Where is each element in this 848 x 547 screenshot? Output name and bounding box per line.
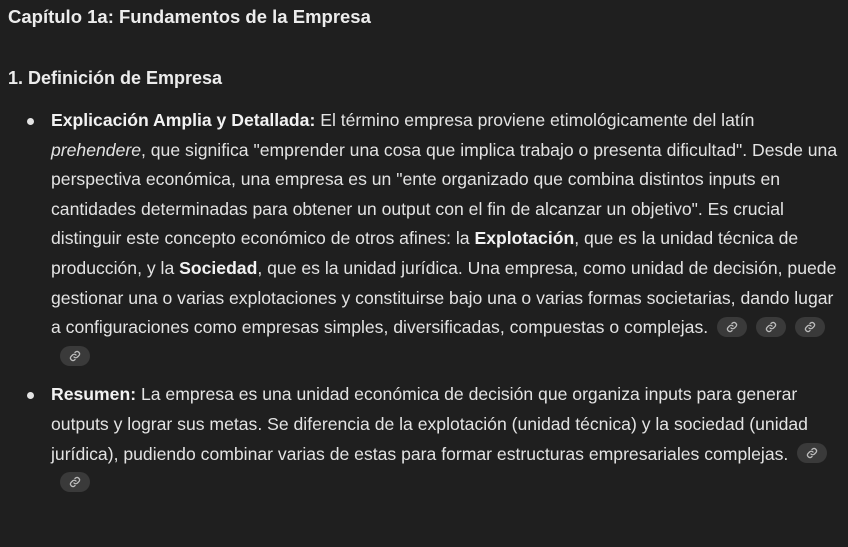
link-icon	[726, 321, 738, 333]
bullet-icon	[27, 118, 34, 125]
definition-list	[0, 106, 848, 499]
item-label: Resumen:	[51, 384, 137, 405]
list-item-resumen	[0, 380, 848, 498]
item-text: , que es la unidad jurídica. Una empresa, como unidad de decisión, puede gestionar una o varias explotaciones y constituirse bajo una o varias formas societarias, dando lugar a configuraciones como empresas simples, diversificadas, compuestas o complejas.	[51, 257, 837, 338]
link-icon	[806, 447, 818, 459]
source-link-button[interactable]	[795, 317, 825, 337]
source-link-button[interactable]	[756, 317, 786, 337]
link-icon	[69, 476, 81, 488]
bullet-icon	[27, 392, 34, 399]
source-link-button[interactable]	[60, 472, 90, 492]
term-sociedad: Sociedad	[179, 257, 258, 278]
item-label: Explicación Amplia y Detallada:	[51, 110, 316, 130]
item-text: , que es la unidad técnica de producción, y la	[51, 228, 799, 278]
link-icon	[765, 321, 777, 333]
source-link-button[interactable]	[717, 317, 747, 337]
item-text: La empresa es una unidad económica de decisión que organiza inputs para generar outputs y lograr sus metas. Se diferencia de la explotación (unidad técnica) y la sociedad (unidad jurídica), pudiendo combinar varias de estas para formar estructuras empresariales complejas.	[51, 384, 808, 464]
list-item-explicacion	[0, 106, 848, 372]
chapter-title: Capítulo 1a: Fundamentos de la Empresa	[8, 6, 371, 27]
section-title: 1. Definición de Empresa	[8, 68, 223, 88]
link-icon	[804, 321, 816, 333]
item-text: El término empresa proviene etimológicamente del latín	[315, 110, 755, 130]
source-link-button[interactable]	[797, 443, 827, 463]
source-link-button[interactable]	[60, 346, 90, 366]
term-explotacion: Explotación	[474, 228, 575, 249]
item-italic-term: prehendere	[51, 139, 141, 160]
link-icon	[69, 350, 81, 362]
item-text: , que significa "emprender una cosa que implica trabajo o presenta dificultad". Desde una perspectiva económica, una empresa es un "ente organizado que combina distintos inputs en cantidades determinadas para obtener un output con el fin de alcanzar un objetivo". Es crucial distinguir este concepto económico de otros afines: la	[51, 139, 838, 249]
